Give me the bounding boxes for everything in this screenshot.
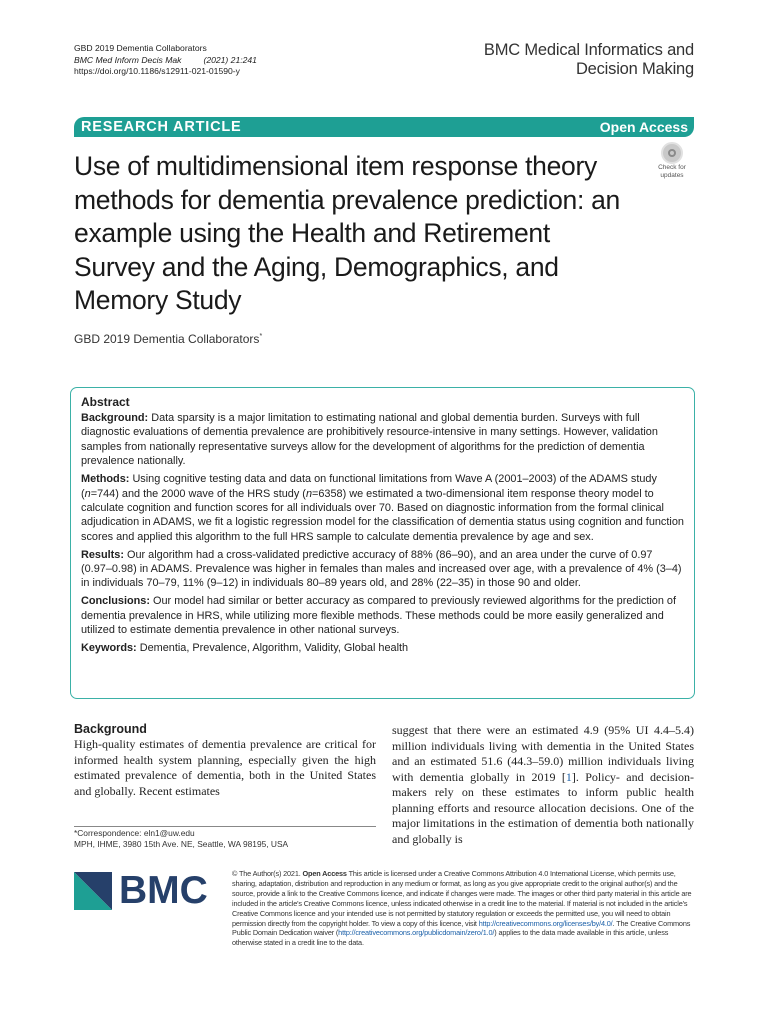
abstract-background: Background: Data sparsity is a major limitation to estimating national and global dementia burden. Surveys with full diagnostic evaluations of dementia prevalence are prohibitively resource-intensive in many settings. However, validation samples from nationally representative surveys allow for the development of algorithms for the prediction of dementia prevalence nationally. [81,412,658,468]
author-list: GBD 2019 Dementia Collaborators* [74,332,263,346]
abstract-methods: Methods: Using cognitive testing data and data on functional limitations from Wave A (2001–2003) of the ADAMS study (n=744) and the 2000 wave of the HRS study (n=6358) we estimated a two-dimensional item response theory model to calculate cognition and function scores for all individuals over 70. Based on diagnostic information from the formal clinical adjudication in ADAMS, we fit a logistic regression model for the classification of dementia status using cognition and function scores and applied this algorithm to the full HRS sample to calculate dementia prevalence by age and sex. [81,473,684,543]
license-statement: © The Author(s) 2021. Open Access This article is licensed under a Creative Commons Attribution 4.0 International License, which permits use, sharing, adaptation, distribution and reproduction in any medium or format, as long as you give appropriate credit to the original author(s) and the source, provide a link to the Creative Commons licence, and indicate if changes were made. The images or other third party material in this article are included in the article's Creative Commons licence, unless indicated otherwise in a credit line to the material. If material is not included in the article's Creative Commons licence and your intended use is not permitted by statutory regulation or exceeds the permitted use, you will need to obtain permission directly from the copyright holder. To view a copy of this licence, visit http://creativecommons.org/licenses/by/4.0/. The Creative Commons Public Domain Dedication waiver (http://creativecommons.org/publicdomain/zero/1.0/) applies to the data made available in this article, unless otherwise stated in a credit line to the data. [232,869,692,948]
citation-link[interactable]: 1 [565,769,572,784]
section-heading: Background [74,722,147,736]
correspondence-mark: * [259,333,263,340]
bmc-logo-text: BMC [119,869,208,912]
license-link[interactable]: http://creativecommons.org/licenses/by/4.0/ [478,918,613,928]
bmc-logo-mark-icon [74,872,112,910]
body-left-column [74,722,376,799]
public-domain-link[interactable]: http://creativecommons.org/publicdomain/zero/1.0/ [338,928,495,938]
abstract-heading: Abstract [81,395,130,409]
check-for-updates-icon [661,142,683,164]
body-paragraph-left: High-quality estimates of dementia prevalence are critical for informed health system planning, especially given the high estimated prevalence of dementia, both in the United States and globally. Recent estimates [74,737,376,798]
header-authors: GBD 2019 Dementia Collaborators [74,43,207,53]
check-for-updates-badge[interactable]: Check for updates [652,140,692,182]
abstract-results: Results: Our algorithm had a cross-validated predictive accuracy of 88% (86–90), and an area under the curve of 0.97 (0.97–0.98) in ADAMS. Prevalence was higher in females than males and increased over age, with a prevalence of 4% (3–4) in individuals 70–79, 11% (9–12) in individuals 80–89 years old, and 28% (22–35) in those 90 and older. [81,548,682,590]
article-title: Use of multidimensional item response theory methods for dementia prevalence prediction: an example using the Health and Retirement Survey and the Aging, Demographics, and Memory Study [74,151,620,315]
article-type-label: RESEARCH ARTICLE [81,119,242,135]
header-journal-cite: BMC Med Inform Decis Mak (2021) 21:241 [74,54,257,65]
citation-header [74,43,257,78]
journal-name: BMC Medical Informatics and Decision Making [483,41,694,78]
open-access-label: Open Access [599,119,688,135]
abstract-keywords: Keywords: Dementia, Prevalence, Algorithm, Validity, Global health [81,642,409,655]
body-right-column: suggest that there were an estimated 4.9 (95% UI 4.4–5.4) million individuals living with dementia in the United States and an estimated 51.6 (44.3–59.0) million individuals living with dementia globally in 2019 [1]. Policy- and decision-makers rely on these estimates to inform public health planning efforts and resource allocation decisions. One of the major limitations in the estimation of dementia both nationally and globally is [392,723,694,846]
abstract-conclusions: Conclusions: Our model had similar or better accuracy as compared to previously reviewed algorithms for the prediction of dementia prevalence in HRS, while utilizing more flexible methods. These methods could be more easily generalized and utilized to estimate dementia prevalence in other national surveys. [81,595,677,637]
article-type-banner [74,117,694,137]
bmc-logo [74,869,214,912]
header-doi[interactable]: https://doi.org/10.1186/s12911-021-01590-y [74,66,240,76]
footnote-divider [74,826,376,827]
abstract-box [70,387,695,699]
correspondence-note: *Correspondence: eln1@uw.edu MPH, IHME, 3980 15th Ave. NE, Seattle, WA 98195, USA [74,828,289,849]
